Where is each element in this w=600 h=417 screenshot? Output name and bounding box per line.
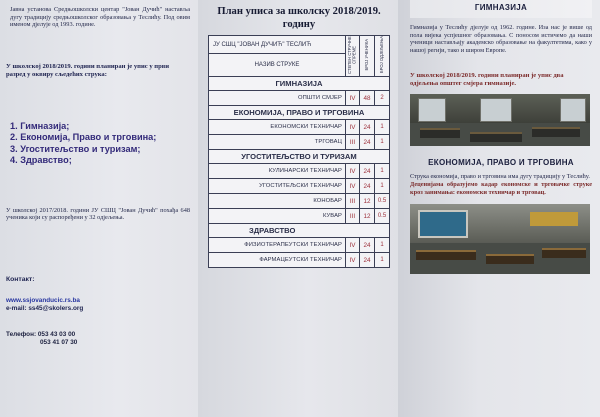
students-count-text: У школској 2017/2018. години ЈУ СШЦ "Јован Дучић" похађа 648 ученика који су распоређени у 32 одјељења.: [6, 206, 190, 222]
enrollment-table: [208, 35, 390, 268]
table-cell-students: 24: [360, 253, 375, 268]
table-row: [209, 209, 390, 224]
table-cell-degree: III: [346, 194, 360, 209]
table-cell-classes: 1: [375, 179, 390, 194]
table-cell-degree: IV: [346, 253, 360, 268]
economy-classroom-photo: [410, 204, 590, 274]
economy-heading: ЕКОНОМИЈА, ПРАВО И ТРГОВИНА: [428, 158, 574, 168]
table-cell-name: КОНОБАР: [209, 194, 346, 209]
contact-heading: Контакт:: [6, 275, 35, 283]
table-cell-degree: III: [346, 209, 360, 224]
economy-text: Струка економија, право и трговина има дугу традицију у Теслићу.: [410, 173, 590, 181]
table-cell-name: УГОСТИТЕЉСКИ ТЕХНИЧАР: [209, 179, 346, 194]
website-link[interactable]: www.ssjovanducic.rs.ba: [6, 296, 80, 304]
section-row-economy: ЕКОНОМИЈА, ПРАВО И ТРГОВИНА: [209, 106, 390, 120]
table-row: [209, 194, 390, 209]
gymnasium-plan-text: У школској 2018/2019. години планиран је упис два одјељења општег смјера гимназије.: [410, 72, 564, 88]
section-row-health: ЗДРАВСТВО: [209, 224, 390, 238]
table-cell-name: ОПШТИ СМЈЕР: [209, 91, 346, 106]
table-cell-classes: 0.5: [375, 194, 390, 209]
students-column-header: БРОЈ УЧЕНИКА: [363, 39, 369, 71]
school-intro-text: Јавна установа Средњошколски центар "Јован Дучић" наставља дугу традицију средњошколског образовања у Теслићу. Под овим именом дјелује од 1993. године.: [10, 6, 190, 29]
economy-text-2: Дeцeнијама образујемо кадар економске и трговачке струке кроз занимања: економски техничар и трговац.: [410, 180, 592, 196]
table-row: [209, 91, 390, 106]
phone-label: Телефон:: [6, 330, 37, 338]
table-cell-name: ТРГОВАЦ: [209, 135, 346, 150]
middle-panel: [198, 0, 398, 417]
classes-column-header: БРОЈ ОДЈЕЉЕЊА: [378, 36, 384, 74]
table-cell-students: 24: [360, 135, 375, 150]
table-cell-classes: 1: [375, 238, 390, 253]
phones-block: [6, 331, 190, 347]
fields-list: [10, 121, 190, 167]
plan-intro-text: У школској 2018/2019. години планиран је упис у први разред у оквиру сљедећих струка:: [6, 62, 170, 78]
list-item: 2. Економија, Право и трговина;: [10, 132, 157, 143]
table-cell-name: КУЛИНАРСКИ ТЕХНИЧАР: [209, 164, 346, 179]
table-row: [209, 120, 390, 135]
table-cell-classes: 2: [375, 91, 390, 106]
table-cell-name: ФИЗИОТЕРАПЕУТСКИ ТЕХНИЧАР: [209, 238, 346, 253]
gymnasium-heading: ГИМНАЗИЈА: [410, 0, 592, 18]
table-cell-students: 48: [360, 91, 375, 106]
table-cell-name: КУВАР: [209, 209, 346, 224]
table-row: [209, 135, 390, 150]
table-cell-degree: IV: [346, 179, 360, 194]
list-item: 1. Гимназија;: [10, 120, 70, 131]
table-cell-degree: IV: [346, 120, 360, 135]
right-panel: [398, 0, 600, 417]
table-cell-students: 24: [360, 179, 375, 194]
table-cell-degree: III: [346, 135, 360, 150]
table-school-header: ЈУ СШЦ "ЈОВАН ДУЧИЋ" ТЕСЛИЋ: [209, 36, 346, 54]
table-cell-classes: 1: [375, 253, 390, 268]
degree-column-header: СТЕПЕН СТРУЧНЕ СПРЕМЕ: [346, 36, 357, 74]
phone-number: 053 41 07 30: [40, 338, 78, 346]
table-cell-degree: IV: [346, 238, 360, 253]
section-row-tourism: УГОСТИТЕЉСТВО И ТУРИЗАМ: [209, 150, 390, 164]
table-cell-classes: 1: [375, 135, 390, 150]
table-cell-classes: 0.5: [375, 209, 390, 224]
name-column-header: НАЗИВ СТРУКЕ: [209, 54, 346, 77]
table-cell-students: 24: [360, 120, 375, 135]
table-cell-degree: IV: [346, 91, 360, 106]
contact-block: [6, 297, 190, 313]
table-cell-degree: IV: [346, 164, 360, 179]
table-cell-classes: 1: [375, 120, 390, 135]
list-item: 3. Угоститељство и туризам;: [10, 143, 141, 154]
table-row: [209, 179, 390, 194]
table-cell-students: 12: [360, 209, 375, 224]
table-cell-name: ЕКОНОМСКИ ТЕХНИЧАР: [209, 120, 346, 135]
gymnasium-text: Гимназија у Теслићу дјелује од 1962. године. Иза нас је више од пола вијека успјешног образовања. С поносом истичемо да наши ученици настављају академско образовање на факултетима, како у нашој регији, тако и широм Европе.: [410, 24, 592, 54]
table-row: [209, 238, 390, 253]
list-item: 4. Здравство;: [10, 155, 72, 166]
left-panel: [0, 0, 198, 417]
section-row-gymnasium: ГИМНАЗИЈА: [209, 77, 390, 91]
phone-number: 053 43 03 00: [37, 330, 76, 338]
table-cell-classes: 1: [375, 164, 390, 179]
table-cell-students: 24: [360, 164, 375, 179]
table-row: [209, 164, 390, 179]
email-link[interactable]: e-mail: ss45@skolers.org: [6, 304, 84, 312]
table-row: [209, 253, 390, 268]
page-title: План уписа за школску 2018/2019. годину: [217, 6, 381, 30]
table-cell-students: 12: [360, 194, 375, 209]
classroom-photo: [410, 94, 590, 146]
table-cell-students: 24: [360, 238, 375, 253]
table-cell-name: ФАРМАЦЕУТСКИ ТЕХНИЧАР: [209, 253, 346, 268]
